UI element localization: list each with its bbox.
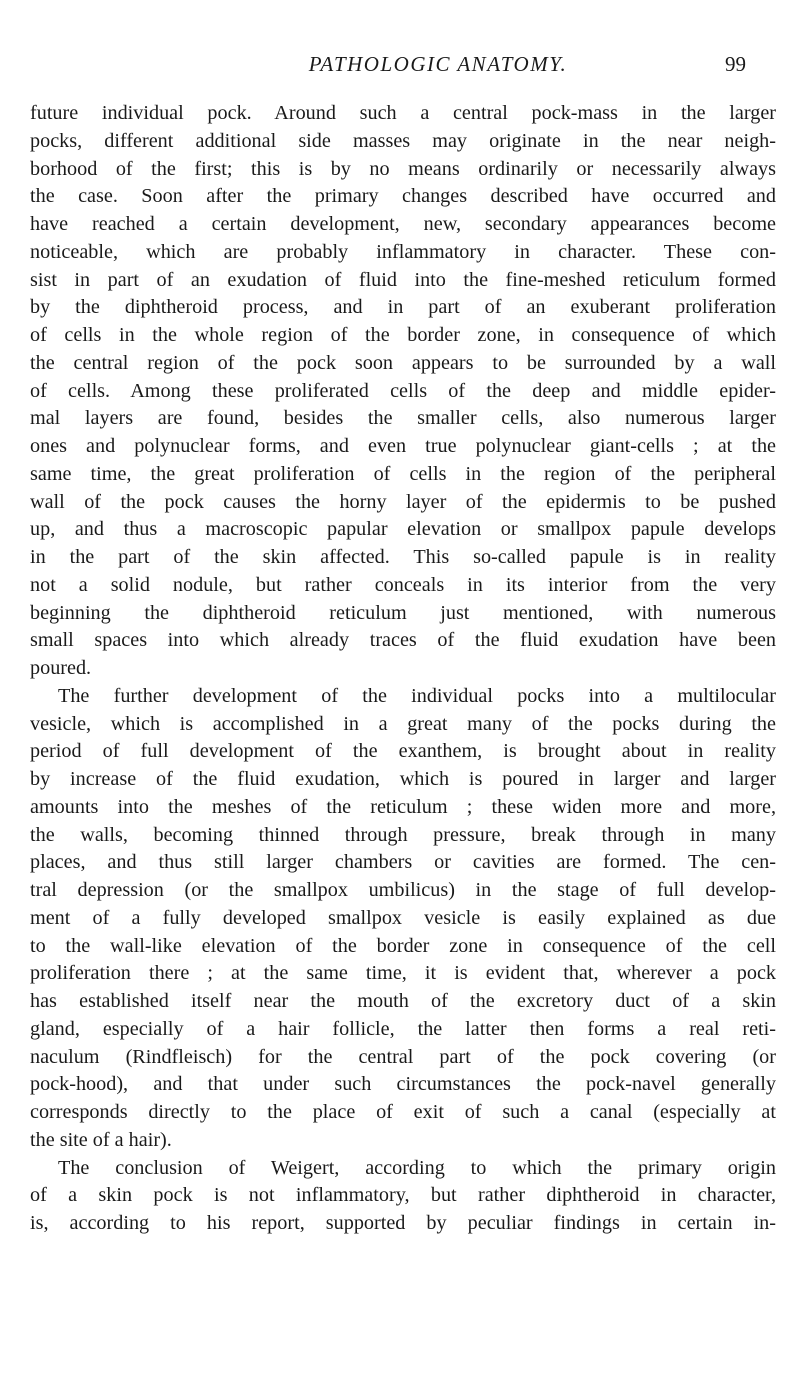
text-line: by increase of the fluid exudation, which is poured in larger and larger bbox=[30, 768, 776, 790]
text-line: up, and thus a macroscopic papular elevation or smallpox papule develops bbox=[30, 518, 776, 541]
text-line: same time, the great proliferation of cells in the region of the peripheral bbox=[30, 462, 776, 485]
text-line: gland, especially of a hair follicle, the latter then forms a real reti- bbox=[30, 1017, 776, 1040]
text-line: amounts into the meshes of the reticulum ; these widen more and more, bbox=[30, 795, 776, 818]
page-number: 99 bbox=[725, 52, 746, 76]
text-line: future individual pock. Around such a central pock-mass in the larger bbox=[30, 102, 776, 124]
text-line: poured. bbox=[30, 657, 92, 679]
text-line: The conclusion of Weigert, according to which the primary origin bbox=[58, 1156, 776, 1179]
running-title: PATHOLOGIC ANATOMY. bbox=[308, 52, 568, 76]
text-line: is, according to his report, supported by peculiar findings in certain in- bbox=[30, 1212, 776, 1234]
text-line: sist in part of an exudation of fluid into the fine-meshed reticulum formed bbox=[30, 268, 776, 291]
text-line: of cells in the whole region of the border zone, in consequence of which bbox=[30, 324, 776, 346]
text-line: to the wall-like elevation of the border zone in consequence of the cell bbox=[30, 934, 776, 957]
text-line: of a skin pock is not inflammatory, but rather diphtheroid in character, bbox=[30, 1184, 776, 1207]
text-line: ment of a fully developed smallpox vesicle is easily explained as due bbox=[30, 906, 776, 929]
text-line: in the part of the skin affected. This so-called papule is in reality bbox=[30, 546, 776, 568]
text-line: of cells. Among these proliferated cells of the deep and middle epider- bbox=[30, 379, 776, 402]
text-line: noticeable, which are probably inflammatory in character. These con- bbox=[30, 240, 776, 263]
text-line: vesicle, which is accomplished in a great many of the pocks during the bbox=[30, 712, 776, 735]
text-line: The further development of the individual pocks into a multilocular bbox=[58, 684, 776, 707]
text-line: small spaces into which already traces of the fluid exudation have been bbox=[30, 629, 776, 652]
text-line: pock-hood), and that under such circumstances the pock-navel generally bbox=[30, 1073, 776, 1096]
text-line: borhood of the first; this is by no means ordinarily or necessarily always bbox=[30, 157, 776, 180]
text-line: beginning the diphtheroid reticulum just mentioned, with numerous bbox=[30, 601, 776, 624]
running-head bbox=[60, 52, 776, 80]
text-line: the central region of the pock soon appears to be surrounded by a wall bbox=[30, 351, 776, 374]
text-line: the site of a hair). bbox=[30, 1128, 172, 1151]
text-line: naculum (Rindfleisch) for the central part of the pock covering (or bbox=[30, 1045, 776, 1068]
text-line: by the diphtheroid process, and in part of an exuberant proliferation bbox=[30, 296, 776, 319]
text-line: period of full development of the exanthem, is brought about in reality bbox=[30, 740, 776, 763]
text-line: pocks, different additional side masses may originate in the near neigh- bbox=[30, 129, 776, 152]
text-line: ones and polynuclear forms, and even true polynuclear giant-cells ; at the bbox=[30, 435, 776, 457]
text-line: has established itself near the mouth of the excretory duct of a skin bbox=[30, 990, 776, 1012]
text-line: tral depression (or the smallpox umbilicus) in the stage of full develop- bbox=[30, 879, 776, 901]
text-line: the case. Soon after the primary changes described have occurred and bbox=[30, 185, 776, 208]
text-line: wall of the pock causes the horny layer of the epidermis to be pushed bbox=[30, 490, 776, 513]
text-line: proliferation there ; at the same time, it is evident that, wherever a pock bbox=[30, 962, 776, 985]
text-line: corresponds directly to the place of exit of such a canal (especially at bbox=[30, 1101, 776, 1123]
text-line: the walls, becoming thinned through pressure, break through in many bbox=[30, 823, 776, 846]
text-line: mal layers are found, besides the smaller cells, also numerous larger bbox=[30, 407, 776, 430]
text-line: have reached a certain development, new, secondary appearances become bbox=[30, 213, 776, 235]
text-line: not a solid nodule, but rather conceals in its interior from the very bbox=[30, 573, 776, 596]
body-text bbox=[30, 100, 776, 1238]
text-line: places, and thus still larger chambers or cavities are formed. The cen- bbox=[30, 851, 776, 874]
